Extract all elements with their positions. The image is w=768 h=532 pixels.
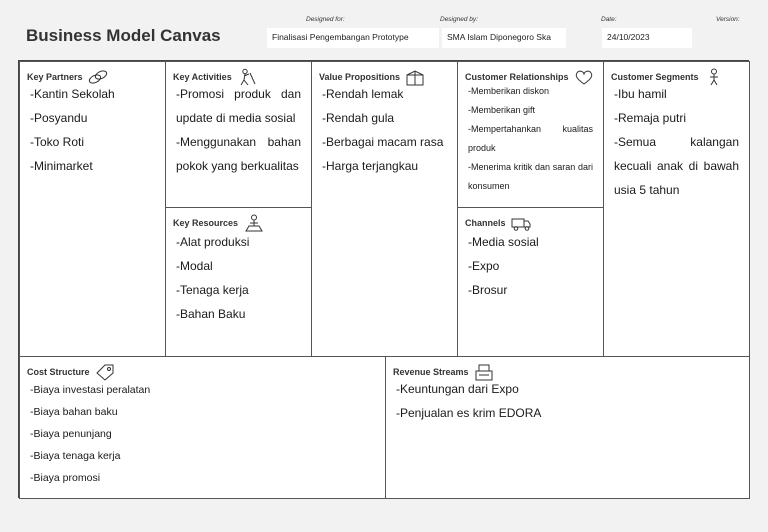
list-item: -Alat produksi [176,235,250,249]
date-field[interactable]: 24/10/2023 [602,28,692,48]
key-activities-title: Key Activities [173,72,232,82]
channels-block [457,207,604,357]
list-item: -Memberikan diskon [468,86,550,96]
list-item: -Media sosial [468,235,539,249]
customer-segments-block [603,61,750,357]
key-partners-block [19,61,166,357]
customer-relationships-block [457,61,604,208]
list-item: -Minimarket [30,159,93,173]
key-partners-list [30,82,155,178]
key-partners-title: Key Partners [27,72,83,82]
list-item: -Biaya investasi peralatan [30,384,151,396]
revenue-streams-list [396,377,739,425]
list-item: -Posyandu [30,111,88,125]
version-label: Version: [716,16,740,23]
value-propositions-list [322,82,447,178]
list-item: -Kantin Sekolah [30,87,115,101]
list-item: -Harga terjangkau [322,159,419,173]
list-item: -Biaya penunjang [30,428,112,440]
cost-structure-title: Cost Structure [27,367,90,377]
list-item: -Memberikan gift [468,105,536,115]
key-resources-block [165,207,312,357]
list-item: -Biaya bahan baku [30,406,118,418]
list-item: -Menerima kritik dan saran dari konsumen [468,162,593,191]
designed-for-label: Designed for: [306,16,345,23]
key-activities-list [176,82,301,178]
key-resources-list [176,230,301,326]
value-propositions-title: Value Propositions [319,72,401,82]
designed-by-field[interactable]: SMA Islam Diponegoro Ska [442,28,566,48]
cost-structure-block [19,356,386,499]
list-item: -Modal [176,259,213,273]
list-item: -Menggunakan bahan pokok yang berkualitas [176,135,301,173]
cost-structure-list [30,379,375,489]
list-item: -Ibu hamil [614,87,667,101]
list-item: -Rendah lemak [322,87,404,101]
list-item: -Berbagai macam rasa [322,135,444,149]
list-item: -Tenaga kerja [176,283,249,297]
customer-relationships-title: Customer Relationships [465,72,569,82]
page-title: Business Model Canvas [26,26,221,45]
list-item: -Biaya promosi [30,472,101,484]
date-label: Date: [601,16,617,23]
customer-segments-title: Customer Segments [611,72,699,82]
list-item: -Remaja putri [614,111,687,125]
key-activities-block [165,61,312,208]
list-item: -Mempertahankan kualitas produk [468,124,593,153]
list-item: -Expo [468,259,500,273]
list-item: -Bahan Baku [176,307,246,321]
list-item: -Penjualan es krim EDORA [396,406,542,420]
list-item: -Keuntungan dari Expo [396,382,519,396]
revenue-streams-block [385,356,750,499]
value-propositions-block [311,61,458,357]
list-item: -Promosi produk dan update di media sosial [176,87,301,125]
customer-relationships-list [468,82,593,196]
list-item: -Toko Roti [30,135,85,149]
customer-segments-list [614,82,739,202]
designed-for-field[interactable]: Finalisasi Pengembangan Prototype [267,28,439,48]
list-item: -Biaya tenaga kerja [30,450,121,462]
designed-by-label: Designed by: [440,16,478,23]
list-item: -Semua kalangan kecuali anak di bawah usia 5 tahun [614,135,739,197]
channels-list [468,230,593,302]
revenue-streams-title: Revenue Streams [393,367,469,377]
business-model-canvas [18,60,749,498]
list-item: -Brosur [468,283,508,297]
key-resources-title: Key Resources [173,218,239,228]
channels-title: Channels [465,218,506,228]
list-item: -Rendah gula [322,111,395,125]
